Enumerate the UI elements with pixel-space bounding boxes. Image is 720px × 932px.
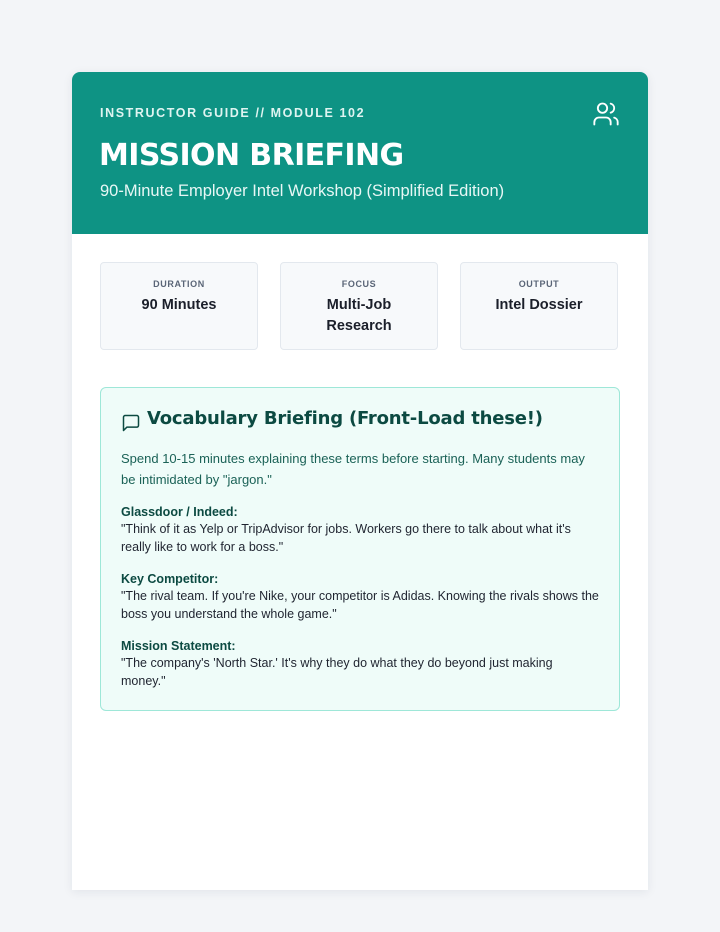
term-name: Key Competitor: [121, 572, 219, 586]
users-icon [592, 100, 620, 128]
term-definition: "The rival team. If you're Nike, your competitor is Adidas. Knowing the rivals shows the boss you understand the whole game." [121, 589, 599, 621]
stat-label: OUTPUT [518, 279, 560, 289]
vocab-term [121, 571, 599, 623]
stat-card-output [460, 262, 618, 350]
vocab-term [121, 638, 599, 690]
stat-card-focus [280, 262, 438, 350]
stat-value: Multi-Job Research [326, 297, 392, 334]
stat-label: FOCUS [341, 279, 377, 289]
term-definition: "The company's 'North Star.' It's why they do what they do beyond just making money." [121, 656, 553, 688]
stat-value: Intel Dossier [495, 297, 583, 313]
stat-value: 90 Minutes [141, 297, 217, 313]
vocabulary-panel [100, 387, 620, 711]
page-subtitle: 90-Minute Employer Intel Workshop (Simplified Edition) [100, 182, 505, 200]
term-definition: "Think of it as Yelp or TripAdvisor for jobs. Workers go there to talk about what it's really like to work for a boss." [121, 522, 571, 554]
page-title: MISSION BRIEFING [99, 138, 404, 173]
module-eyebrow: INSTRUCTOR GUIDE // MODULE 102 [100, 106, 366, 120]
message-square-icon [121, 413, 141, 433]
header-banner [72, 72, 648, 234]
vocabulary-intro: Spend 10-15 minutes explaining these terms before starting. Many students may be intimidated by "jargon." [121, 451, 585, 487]
vocabulary-title: Vocabulary Briefing (Front-Load these!) [147, 408, 543, 429]
vocab-term [121, 504, 599, 556]
briefing-card [72, 72, 648, 890]
stat-card-duration [100, 262, 258, 350]
stat-label: DURATION [153, 279, 205, 289]
term-name: Mission Statement: [121, 639, 236, 653]
term-name: Glassdoor / Indeed: [121, 505, 238, 519]
